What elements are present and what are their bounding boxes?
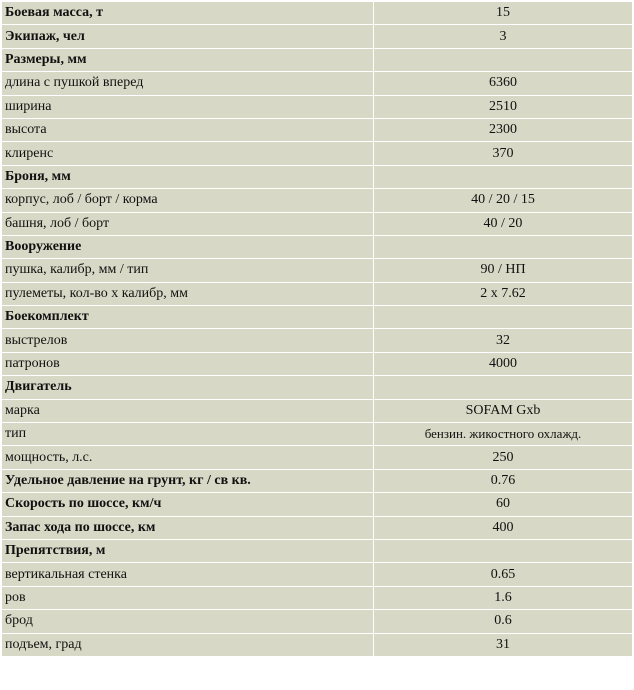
row-value: 0.6 <box>374 610 632 633</box>
row-label: длина с пушкой вперед <box>2 72 374 95</box>
row-value: 6360 <box>374 72 632 95</box>
row-value <box>374 540 632 563</box>
row-value: 0.65 <box>374 563 632 586</box>
row-value: 32 <box>374 329 632 352</box>
row-value: 250 <box>374 446 632 469</box>
row-label: Запас хода по шоссе, км <box>2 517 374 540</box>
row-label: подъем, град <box>2 634 374 657</box>
specifications-table <box>2 2 632 657</box>
row-label: Скорость по шоссе, км/ч <box>2 493 374 516</box>
row-label: марка <box>2 400 374 423</box>
table-row <box>2 119 632 142</box>
row-label: башня, лоб / борт <box>2 213 374 236</box>
table-row <box>2 166 632 189</box>
row-value: 2 x 7.62 <box>374 283 632 306</box>
row-value <box>374 376 632 399</box>
row-label: Двигатель <box>2 376 374 399</box>
row-value: 4000 <box>374 353 632 376</box>
row-value: 90 / НП <box>374 259 632 282</box>
table-row <box>2 376 632 399</box>
row-label: Боевая масса, т <box>2 2 374 25</box>
row-label: пушка, калибр, мм / тип <box>2 259 374 282</box>
row-value <box>374 166 632 189</box>
table-row <box>2 563 632 586</box>
table-row <box>2 446 632 469</box>
row-label: Размеры, мм <box>2 49 374 72</box>
table-row <box>2 610 632 633</box>
row-label: выстрелов <box>2 329 374 352</box>
row-label: вертикальная стенка <box>2 563 374 586</box>
table-row <box>2 306 632 329</box>
table-row <box>2 2 632 25</box>
table-row <box>2 72 632 95</box>
row-value: 60 <box>374 493 632 516</box>
row-label: патронов <box>2 353 374 376</box>
row-value: 400 <box>374 517 632 540</box>
row-value <box>374 306 632 329</box>
row-label: пулеметы, кол-во x калибр, мм <box>2 283 374 306</box>
table-row <box>2 634 632 657</box>
table-row <box>2 493 632 516</box>
row-value: 370 <box>374 142 632 165</box>
table-row <box>2 587 632 610</box>
table-row <box>2 470 632 493</box>
row-label: Броня, мм <box>2 166 374 189</box>
row-label: тип <box>2 423 374 446</box>
row-value: SOFAM Gxb <box>374 400 632 423</box>
row-value: 0.76 <box>374 470 632 493</box>
row-label: Экипаж, чел <box>2 25 374 48</box>
table-row <box>2 213 632 236</box>
row-label: клиренс <box>2 142 374 165</box>
row-value: 40 / 20 / 15 <box>374 189 632 212</box>
row-value: 2510 <box>374 96 632 119</box>
table-row <box>2 236 632 259</box>
table-row <box>2 259 632 282</box>
table-row <box>2 189 632 212</box>
row-value: 2300 <box>374 119 632 142</box>
row-value: 15 <box>374 2 632 25</box>
row-label: высота <box>2 119 374 142</box>
table-row <box>2 423 632 446</box>
table-row <box>2 353 632 376</box>
row-value <box>374 236 632 259</box>
row-label: брод <box>2 610 374 633</box>
row-value: 31 <box>374 634 632 657</box>
table-row <box>2 49 632 72</box>
table-row <box>2 25 632 48</box>
row-label: ров <box>2 587 374 610</box>
row-label: Удельное давление на грунт, кг / св кв. <box>2 470 374 493</box>
table-row <box>2 400 632 423</box>
row-value: бензин. жикостного охлажд. <box>374 423 632 446</box>
row-value <box>374 49 632 72</box>
table-row <box>2 329 632 352</box>
row-value: 40 / 20 <box>374 213 632 236</box>
row-label: корпус, лоб / борт / корма <box>2 189 374 212</box>
row-label: Препятствия, м <box>2 540 374 563</box>
row-value: 3 <box>374 25 632 48</box>
row-label: Боекомплект <box>2 306 374 329</box>
table-row <box>2 142 632 165</box>
row-label: ширина <box>2 96 374 119</box>
table-row <box>2 540 632 563</box>
table-row <box>2 517 632 540</box>
table-row <box>2 283 632 306</box>
row-value: 1.6 <box>374 587 632 610</box>
row-label: мощность, л.с. <box>2 446 374 469</box>
row-label: Вооружение <box>2 236 374 259</box>
table-row <box>2 96 632 119</box>
